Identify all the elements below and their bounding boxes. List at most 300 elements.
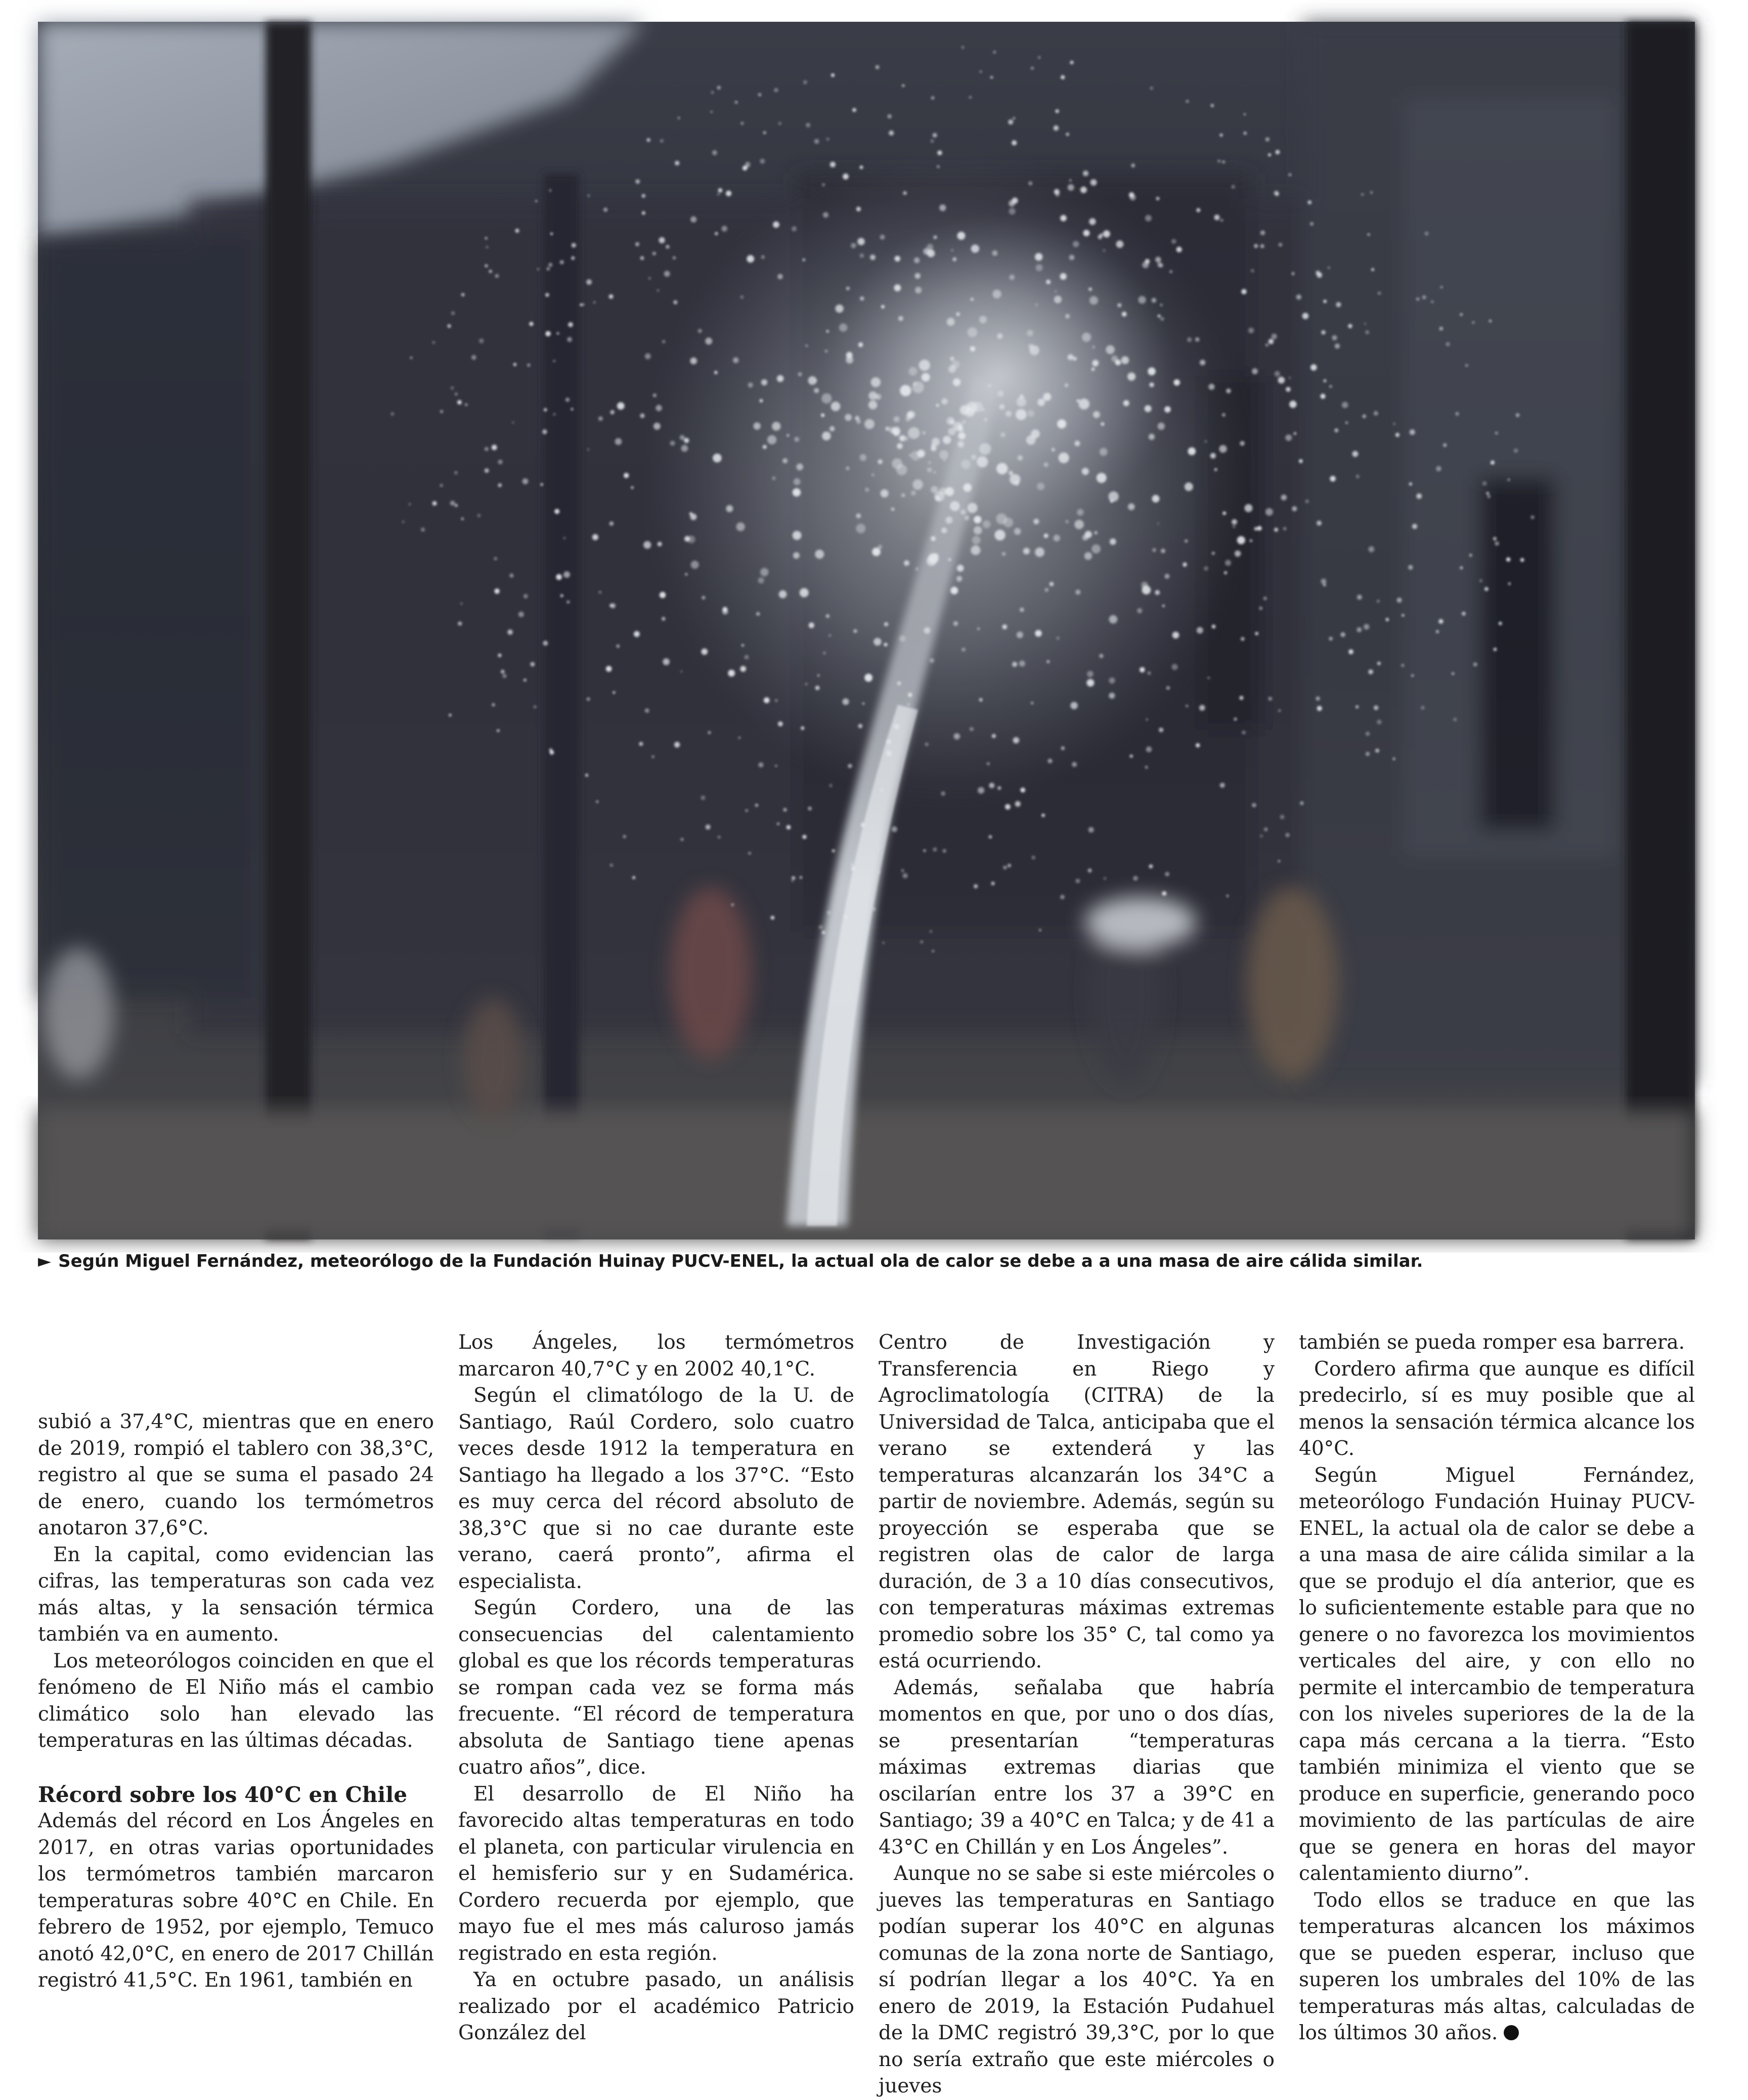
- water-droplet: [1395, 433, 1400, 437]
- water-droplet: [860, 454, 867, 461]
- water-droplet: [1436, 630, 1439, 633]
- water-droplet: [556, 574, 562, 580]
- water-droplet: [1089, 218, 1096, 225]
- water-droplet: [498, 460, 503, 464]
- water-droplet: [670, 441, 675, 446]
- water-droplet: [806, 123, 810, 127]
- water-droplet: [1323, 299, 1327, 303]
- water-droplet: [893, 430, 900, 436]
- water-droplet: [1410, 430, 1415, 435]
- water-droplet: [726, 191, 731, 196]
- water-droplet: [984, 418, 987, 421]
- water-droplet: [663, 658, 670, 665]
- water-droplet: [1116, 240, 1124, 248]
- water-droplet: [543, 640, 548, 646]
- water-droplet: [924, 627, 931, 634]
- water-droplet: [1008, 864, 1011, 867]
- water-droplet: [1225, 560, 1231, 566]
- water-droplet: [640, 413, 644, 418]
- water-droplet: [1060, 273, 1067, 280]
- water-droplet: [530, 662, 535, 667]
- water-droplet: [658, 542, 662, 546]
- water-droplet: [1130, 755, 1133, 758]
- water-droplet: [839, 323, 848, 332]
- water-droplet: [962, 46, 964, 49]
- article-column-4: [1299, 1330, 1695, 2044]
- water-droplet: [586, 279, 592, 285]
- water-droplet: [1352, 451, 1358, 457]
- water-droplet: [832, 849, 835, 852]
- water-droplet: [1329, 385, 1332, 388]
- water-droplet: [919, 360, 930, 371]
- water-droplet: [545, 331, 550, 336]
- water-droplet: [880, 235, 885, 240]
- water-droplet: [632, 876, 635, 879]
- water-droplet: [485, 237, 487, 239]
- water-droplet: [1162, 605, 1165, 607]
- water-droplet: [803, 80, 807, 84]
- water-droplet: [494, 557, 497, 560]
- water-droplet: [881, 489, 889, 497]
- water-droplet: [1224, 571, 1227, 574]
- water-droplet: [1214, 215, 1220, 220]
- water-droplet: [740, 295, 744, 298]
- water-droplet: [772, 422, 780, 431]
- water-droplet: [823, 212, 828, 218]
- water-droplet: [566, 601, 570, 604]
- water-droplet: [1268, 153, 1271, 156]
- water-droplet: [815, 685, 820, 690]
- water-droplet: [687, 536, 695, 543]
- water-droplet: [931, 96, 934, 99]
- water-droplet: [1486, 492, 1489, 495]
- water-droplet: [501, 670, 504, 673]
- water-droplet: [465, 403, 467, 406]
- water-droplet: [1342, 402, 1348, 408]
- water-droplet: [1008, 119, 1013, 124]
- water-droplet: [872, 907, 876, 911]
- water-droplet: [1031, 67, 1034, 70]
- article-paragraph: Además del récord en Los Ángeles en 2017, en otras varias oportunidades los termómetros también marcaron temperaturas sobre 40°C en Chile. En febrero de 1952, por ejemplo, Temuco anotó 42,0°C, en enero de 2017 Chillán registró 41,5°C. En 1961, también en: [38, 1810, 434, 1992]
- water-droplet: [907, 411, 914, 419]
- water-droplet: [1348, 650, 1353, 655]
- water-droplet: [1140, 667, 1145, 673]
- water-droplet: [844, 915, 848, 919]
- water-droplet: [1152, 495, 1160, 502]
- water-droplet: [1254, 527, 1258, 531]
- water-droplet: [1162, 891, 1167, 896]
- water-droplet: [970, 346, 976, 352]
- water-droplet: [864, 419, 875, 429]
- water-droplet: [1060, 215, 1067, 222]
- water-droplet: [1491, 460, 1495, 464]
- water-droplet: [1035, 630, 1041, 636]
- water-droplet: [1052, 448, 1055, 451]
- water-droplet: [932, 950, 935, 953]
- water-droplet: [485, 447, 489, 451]
- water-droplet: [958, 426, 964, 432]
- water-droplet: [1148, 671, 1151, 675]
- water-droplet: [1089, 296, 1098, 305]
- water-droplet: [1244, 504, 1252, 512]
- water-droplet: [914, 258, 920, 263]
- water-droplet: [941, 528, 947, 533]
- water-droplet: [705, 337, 712, 345]
- water-droplet: [1057, 636, 1060, 639]
- water-droplet: [801, 726, 804, 730]
- water-droplet: [448, 324, 451, 328]
- water-droplet: [852, 108, 856, 112]
- water-droplet: [548, 263, 552, 267]
- water-droplet: [1227, 895, 1229, 897]
- water-droplet: [722, 226, 727, 231]
- water-droplet: [888, 114, 892, 118]
- water-droplet: [553, 360, 555, 362]
- water-droplet: [1361, 193, 1364, 196]
- water-droplet: [1279, 243, 1282, 246]
- water-droplet: [931, 140, 934, 143]
- water-droplet: [580, 304, 583, 307]
- water-droplet: [908, 367, 917, 375]
- water-droplet: [1462, 612, 1466, 616]
- water-droplet: [937, 150, 942, 155]
- water-droplet: [610, 410, 614, 414]
- water-droplet: [1307, 200, 1312, 204]
- water-droplet: [560, 260, 564, 264]
- water-droplet: [876, 65, 880, 69]
- water-droplet: [1082, 535, 1088, 541]
- water-droplet: [1176, 247, 1182, 252]
- water-droplet: [1104, 877, 1106, 880]
- water-droplet: [690, 513, 697, 520]
- water-droplet: [817, 674, 819, 676]
- water-droplet: [895, 256, 900, 262]
- water-droplet: [903, 873, 908, 878]
- water-droplet: [1357, 595, 1362, 600]
- water-droplet: [1158, 422, 1165, 430]
- water-droplet: [808, 806, 812, 810]
- water-droplet: [898, 316, 903, 321]
- water-droplet: [822, 931, 825, 934]
- water-droplet: [455, 504, 458, 507]
- water-droplet: [1043, 462, 1048, 467]
- article-paragraph: Los Ángeles, los termómetros marcaron 40,7°C y en 2002 40,1°C.: [458, 1331, 854, 1381]
- water-droplet: [1146, 747, 1152, 752]
- water-droplet: [1057, 419, 1066, 428]
- water-droplet: [997, 391, 1004, 397]
- water-droplet: [933, 847, 937, 851]
- water-droplet: [513, 363, 516, 366]
- water-droplet: [609, 294, 614, 299]
- water-droplet: [884, 622, 888, 626]
- water-droplet: [1076, 879, 1080, 883]
- water-droplet: [764, 697, 770, 703]
- water-droplet: [1027, 330, 1033, 336]
- water-droplet: [742, 165, 748, 170]
- water-droplet: [1248, 328, 1254, 333]
- water-droplet: [1092, 346, 1095, 348]
- water-droplet: [763, 445, 767, 449]
- water-droplet: [1241, 289, 1246, 294]
- water-droplet: [948, 558, 951, 561]
- water-droplet: [1345, 421, 1348, 424]
- water-droplet: [1329, 637, 1333, 641]
- water-droplet: [814, 388, 819, 393]
- water-droplet: [1453, 718, 1457, 721]
- water-droplet: [934, 471, 936, 473]
- water-droplet: [449, 714, 451, 716]
- water-droplet: [950, 357, 954, 361]
- water-droplet: [771, 916, 774, 919]
- water-droplet: [535, 200, 537, 202]
- water-droplet: [711, 92, 713, 94]
- water-droplet: [1103, 249, 1106, 252]
- water-droplet: [1252, 368, 1258, 374]
- subheading: Récord sobre los 40°C en Chile: [38, 1782, 408, 1807]
- water-droplet: [901, 869, 904, 872]
- water-droplet: [786, 825, 791, 830]
- water-droplet: [793, 531, 802, 540]
- water-droplet: [745, 655, 749, 660]
- water-droplet: [1508, 582, 1511, 585]
- water-droplet: [1082, 468, 1089, 475]
- water-droplet: [1386, 618, 1389, 621]
- water-droplet: [1285, 435, 1292, 441]
- water-droplet: [1123, 400, 1129, 406]
- water-droplet: [947, 417, 955, 425]
- water-droplet: [822, 183, 825, 186]
- water-droplet: [1482, 481, 1487, 485]
- water-droplet: [706, 825, 711, 830]
- water-droplet: [1520, 558, 1524, 562]
- water-droplet: [1484, 587, 1489, 591]
- water-droplet: [1212, 552, 1215, 555]
- water-droplet: [1121, 356, 1129, 364]
- water-droplet: [645, 708, 649, 713]
- caption-text: Según Miguel Fernández, meteorólogo de la Fundación Huinay PUCV-ENEL, la actual ola de calor se debe a a una masa de aire cálida similar.: [58, 1251, 1423, 1271]
- water-droplet: [1296, 294, 1301, 299]
- water-droplet: [987, 762, 990, 765]
- water-droplet: [678, 117, 680, 119]
- water-droplet: [1003, 866, 1007, 869]
- water-droplet: [1029, 346, 1039, 356]
- water-droplet: [979, 698, 983, 702]
- water-droplet: [714, 371, 718, 374]
- water-droplet: [1393, 758, 1395, 760]
- water-droplet: [1069, 180, 1071, 182]
- water-droplet: [1205, 440, 1207, 442]
- water-droplet: [1269, 339, 1274, 345]
- water-droplet: [829, 634, 832, 637]
- water-droplet: [1101, 422, 1105, 426]
- water-droplet: [912, 480, 923, 490]
- water-droplet: [421, 528, 425, 532]
- water-droplet: [653, 423, 661, 430]
- water-droplet: [1516, 413, 1519, 417]
- water-droplet: [1278, 377, 1285, 384]
- water-droplet: [652, 252, 656, 255]
- water-droplet: [553, 413, 555, 415]
- water-droplet: [1087, 671, 1094, 677]
- water-droplet: [856, 513, 861, 519]
- water-droplet: [1002, 552, 1006, 555]
- water-droplet: [857, 238, 865, 245]
- water-droplet: [639, 742, 643, 746]
- water-droplet: [485, 468, 489, 473]
- water-droplet: [829, 426, 835, 431]
- water-droplet: [950, 501, 960, 511]
- water-droplet: [980, 70, 982, 72]
- water-droplet: [878, 871, 880, 873]
- water-droplet: [851, 867, 855, 871]
- water-droplet: [941, 398, 947, 404]
- water-droplet: [1274, 528, 1278, 532]
- water-droplet: [924, 849, 926, 852]
- water-droplet: [957, 565, 964, 572]
- water-droplet: [684, 438, 689, 443]
- water-droplet: [615, 438, 622, 445]
- water-droplet: [657, 289, 660, 292]
- water-droplet: [1469, 554, 1472, 557]
- water-droplet: [1061, 746, 1065, 750]
- water-droplet: [1080, 187, 1087, 193]
- water-droplet: [793, 488, 801, 496]
- water-droplet: [713, 454, 722, 463]
- water-droplet: [831, 73, 835, 77]
- water-droplet: [440, 410, 443, 413]
- water-droplet: [1037, 399, 1045, 406]
- water-droplet: [1239, 696, 1243, 700]
- water-droplet: [909, 454, 911, 456]
- water-droplet: [1188, 447, 1196, 455]
- water-droplet: [965, 516, 969, 520]
- water-droplet: [1332, 335, 1337, 340]
- water-droplet: [802, 835, 806, 839]
- water-droplet: [800, 876, 802, 879]
- water-droplet: [892, 458, 902, 469]
- water-droplet: [748, 382, 753, 388]
- water-droplet: [889, 131, 894, 136]
- water-droplet: [477, 514, 481, 518]
- water-droplet: [803, 259, 806, 262]
- water-droplet: [1334, 428, 1338, 433]
- water-droplet: [1110, 538, 1116, 545]
- water-droplet: [537, 268, 539, 270]
- water-droplet: [978, 787, 984, 794]
- water-droplet: [907, 703, 910, 706]
- water-droplet: [666, 245, 669, 248]
- water-droplet: [1149, 865, 1153, 869]
- water-droplet: [1321, 394, 1326, 399]
- water-droplet: [1260, 835, 1263, 838]
- water-droplet: [948, 427, 955, 435]
- water-droplet: [851, 863, 854, 866]
- water-droplet: [990, 76, 993, 78]
- water-droplet: [567, 337, 572, 342]
- water-droplet: [642, 194, 645, 197]
- water-droplet: [767, 435, 776, 444]
- water-droplet: [1436, 466, 1441, 471]
- water-droplet: [523, 679, 527, 682]
- water-droplet: [1122, 312, 1127, 317]
- water-droplet: [402, 521, 404, 523]
- water-droplet: [931, 536, 936, 541]
- water-droplet: [902, 84, 904, 87]
- water-droplet: [492, 703, 495, 706]
- water-droplet: [1164, 406, 1171, 413]
- water-droplet: [617, 402, 625, 410]
- water-droplet: [660, 139, 664, 143]
- water-droplet: [860, 296, 864, 301]
- water-droplet: [1195, 337, 1200, 342]
- water-droplet: [856, 207, 861, 211]
- water-droplet: [989, 783, 994, 788]
- water-droplet: [645, 353, 651, 359]
- water-droplet: [635, 179, 640, 184]
- water-droplet: [603, 208, 607, 212]
- water-droplet: [883, 942, 885, 944]
- water-droplet: [646, 138, 650, 142]
- water-droplet: [1017, 397, 1026, 407]
- water-droplet: [928, 461, 931, 464]
- water-droplet: [1161, 548, 1165, 553]
- water-droplet: [529, 322, 533, 326]
- water-droplet: [1368, 233, 1370, 236]
- water-droplet: [1514, 449, 1518, 453]
- water-droplet: [1090, 179, 1097, 186]
- water-droplet: [798, 372, 802, 376]
- water-droplet: [1241, 637, 1245, 641]
- water-droplet: [778, 122, 781, 125]
- water-droplet: [933, 235, 937, 239]
- water-droplet: [763, 132, 766, 134]
- water-droplet: [1364, 624, 1369, 629]
- water-droplet: [740, 666, 746, 672]
- water-droplet: [972, 402, 983, 412]
- water-droplet: [1020, 788, 1025, 793]
- water-droplet: [1259, 607, 1262, 610]
- water-droplet: [1222, 413, 1226, 417]
- water-droplet: [868, 401, 878, 410]
- water-droplet: [825, 350, 828, 353]
- water-droplet: [1473, 663, 1477, 667]
- water-droplet: [1117, 303, 1121, 307]
- water-droplet: [1111, 356, 1118, 362]
- water-droplet: [1250, 539, 1252, 542]
- water-droplet: [1072, 762, 1077, 767]
- water-droplet: [815, 550, 824, 559]
- water-droplet: [808, 376, 817, 385]
- water-droplet: [1088, 287, 1092, 291]
- water-droplet: [1393, 423, 1395, 425]
- water-droplet: [643, 541, 651, 549]
- water-droplet: [1037, 483, 1044, 490]
- water-droplet: [908, 427, 920, 439]
- water-droplet: [544, 408, 547, 411]
- water-droplet: [958, 432, 966, 440]
- water-droplet: [494, 588, 499, 593]
- water-droplet: [957, 232, 965, 240]
- water-droplet: [1146, 718, 1148, 720]
- water-droplet: [1039, 929, 1041, 931]
- water-droplet: [1275, 371, 1280, 376]
- water-droplet: [900, 385, 911, 396]
- water-droplet: [991, 882, 995, 885]
- water-droplet: [927, 244, 933, 250]
- water-droplet: [936, 404, 939, 407]
- water-droplet: [1366, 732, 1370, 736]
- water-droplet: [1133, 876, 1138, 880]
